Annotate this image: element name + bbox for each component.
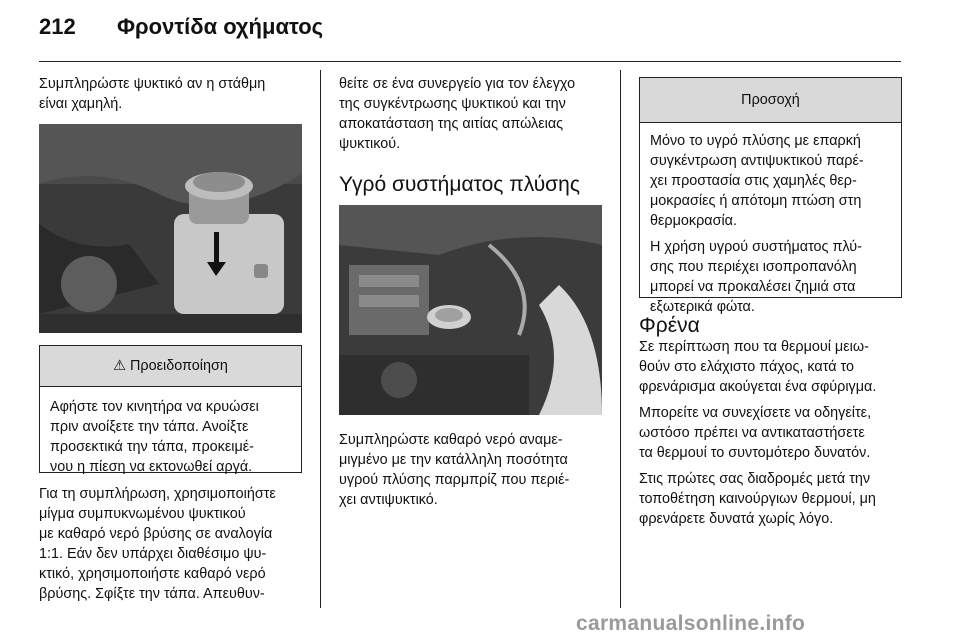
header-rule [39,61,901,62]
text-line: Συμπληρώστε καθαρό νερό αναμε- [339,432,563,448]
text-line: Μπορείτε να συνεχίσετε να οδηγείτε, [639,405,872,421]
washer-fluid-instructions [339,430,609,510]
warning-header [40,346,301,387]
caution-box [639,77,902,315]
section-title: Φροντίδα οχήματος [117,14,324,39]
text-line: φρενάρισμα ακούγεται ένα σφύριγμα. [639,379,877,395]
text-line: βρύσης. Σφίξτε την τάπα. Απευθυν- [39,586,265,602]
text-line: Μόνο το υγρό πλύσης με επαρκή [650,133,861,149]
brakes-paragraph-3 [639,469,914,529]
text-line: Για τη συμπλήρωση, χρησιμοποιήστε [39,486,276,502]
column-divider-1 [320,70,321,608]
text-line: μπορεί να προκαλέσει ζημιά στα [650,279,856,295]
text-line: μιγμένο με την κατάλληλη ποσότητα [339,452,568,468]
text-line: σης που περιέχει ισοπροπανόλη [650,259,857,275]
washer-fluid-heading: Υγρό συστήματος πλύσης [339,173,580,196]
caution-header [640,78,901,123]
caution-title: Προσοχή [741,92,800,108]
caution-text [640,123,901,325]
text-line: προσεκτικά την τάπα, προκειμέ- [50,439,254,455]
text-line: συγκέντρωση αντιψυκτικού παρέ- [650,153,864,169]
text-line: με καθαρό νερό βρύσης σε αναλογία [39,526,273,542]
brakes-paragraph-2 [639,403,914,463]
text-line: μίγμα συμπυκνωμένου ψυκτικού [39,506,246,522]
text-line: τοποθέτηση καινούργιων θερμουί, μη [639,491,876,507]
text-line: θείτε σε ένα συνεργείο για τον έλεγχο [339,76,576,92]
warning-title: Προειδοποίηση [130,358,228,374]
text-line: μοκρασίες ή απότομη πτώση στη [650,193,862,209]
text-line: πριν ανοίξετε την τάπα. Ανοίξτε [50,419,249,435]
text-line: τα θερμουί το συντομότερο δυνατόν. [639,445,871,461]
text-line: κτικό, χρησιμοποιήστε καθαρό νερό [39,566,266,582]
warning-box [39,345,302,473]
text-line: νου η πίεση να εκτονωθεί αργά. [50,459,253,475]
text-line: χει αντιψυκτικό. [339,492,438,508]
text-line: φρενάρετε δυνατά χωρίς λόγο. [639,511,834,527]
coolant-continuation [339,74,609,154]
text-line: της συγκέντρωσης ψυκτικού και την [339,96,566,112]
text-line: θερμοκρασία. [650,213,737,229]
caution-paragraph-2 [650,237,891,317]
text-line: υγρού πλύσης παρμπρίζ που περιέ- [339,472,570,488]
coolant-fill-instructions [39,484,314,604]
text-line: Η χρήση υγρού συστήματος πλύ- [650,239,862,255]
warning-text [40,387,301,485]
text-line: χει προστασία στις χαμηλές θερ- [650,173,857,189]
text-line: Συμπληρώστε ψυκτικό αν η στάθμη [39,76,266,92]
washer-reservoir-photo [339,205,602,415]
column-divider-2 [620,70,621,608]
brakes-paragraph-1 [639,337,914,397]
text-line: Σε περίπτωση που τα θερμουί μειω- [639,339,869,355]
warning-triangle-icon: ⚠ [113,358,127,374]
text-line: ωστόσο πρέπει να αντικαταστήσετε [639,425,865,441]
text-line: είναι χαμηλή. [39,96,123,112]
text-line: εξωτερικά φώτα. [650,299,755,315]
text-line: 1:1. Εάν δεν υπάρχει διαθέσιμο ψυ- [39,546,267,562]
caution-paragraph-1 [650,131,891,231]
watermark: carmanualsonline.info [576,612,806,635]
brakes-heading: Φρένα [639,314,700,337]
brakes-text [639,337,914,529]
text-line: αποκατάσταση της αιτίας απώλειας [339,116,564,132]
text-line: Αφήστε τον κινητήρα να κρυώσει [50,399,259,415]
text-line: ψυκτικού. [339,136,401,152]
coolant-reservoir-photo [39,124,302,333]
text-line: θούν στο ελάχιστο πάχος, κατά το [639,359,855,375]
text-line: Στις πρώτες σας διαδρομές μετά την [639,471,871,487]
page-number: 212 [39,14,76,39]
coolant-intro [39,74,309,114]
